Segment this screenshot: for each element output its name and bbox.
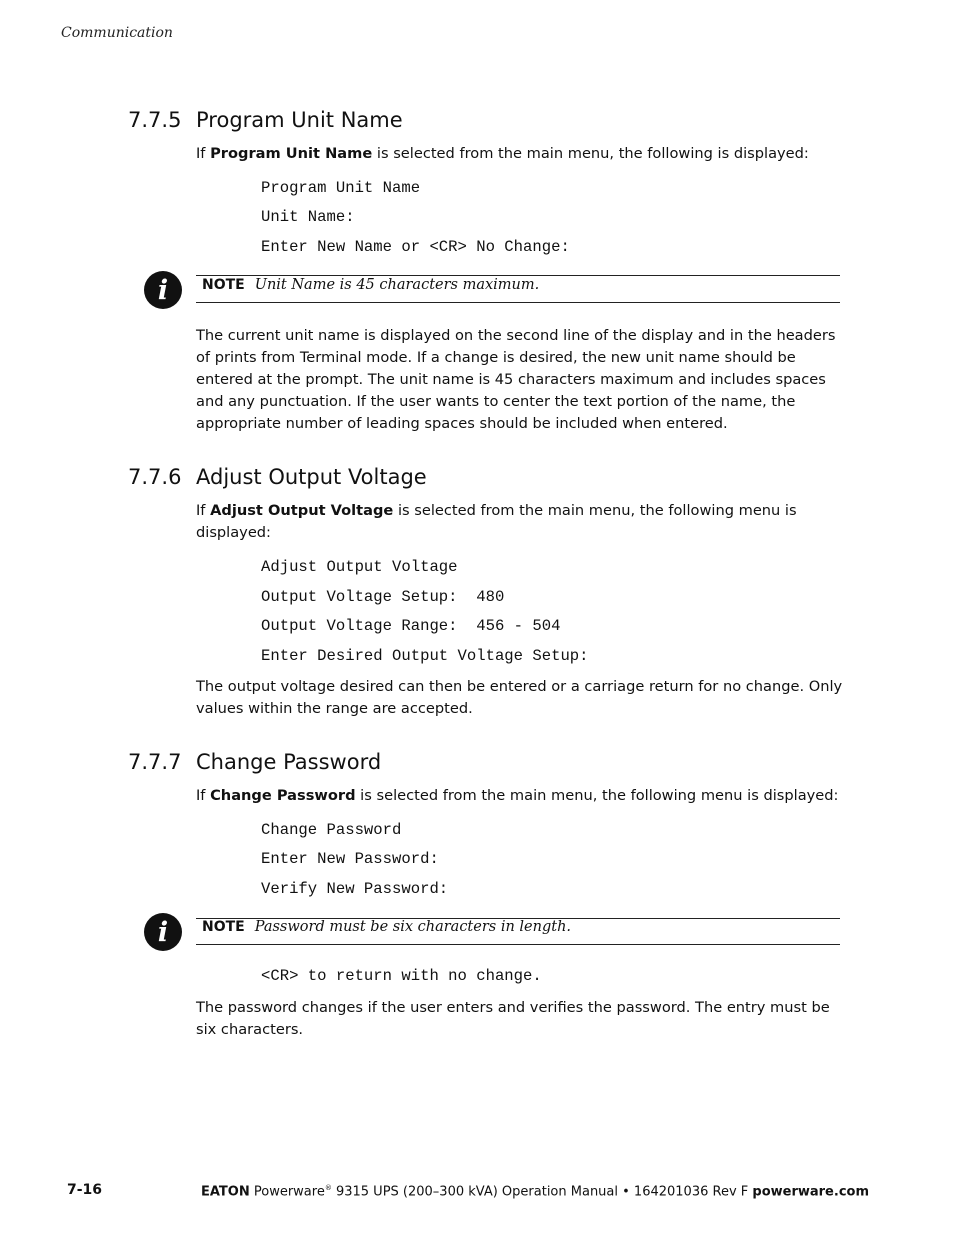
section-heading-7-7-6: [128, 465, 427, 489]
intro-paragraph-7-7-6: [196, 500, 846, 544]
body-paragraph-7-7-7: The password changes if the user enters and verifies the password. The entry must be six characters.: [196, 999, 830, 1038]
section-title: Change Password: [196, 750, 382, 774]
note-label: NOTE: [202, 277, 245, 293]
info-icon: i: [144, 913, 182, 951]
note-message: Password must be six characters in length.: [254, 919, 572, 935]
section-heading-7-7-5: [128, 108, 403, 132]
note-rule-bottom: [196, 302, 840, 303]
running-head: Communication: [61, 25, 173, 41]
code-line: Enter New Password:: [261, 850, 439, 868]
note-message: Unit Name is 45 characters maximum.: [254, 277, 540, 293]
intro-text: If: [196, 787, 211, 804]
footer-manual: 9315 UPS (200–300 kVA) Operation Manual • 164201036 Rev F: [331, 1184, 753, 1200]
section-number: 7.7.5: [128, 108, 182, 132]
intro-text: If: [196, 145, 211, 162]
code-line: Verify New Password:: [261, 880, 449, 898]
intro-text: is selected from the main menu, the following is displayed:: [372, 145, 809, 162]
registered-mark: ®: [324, 1184, 332, 1192]
code-line: Output Voltage Range: 456 - 504: [261, 617, 561, 635]
info-icon: i: [144, 271, 182, 309]
footer-url: powerware.com: [752, 1184, 869, 1200]
code-line: Enter Desired Output Voltage Setup:: [261, 647, 589, 665]
code-line: Adjust Output Voltage: [261, 558, 458, 576]
code-line: <CR> to return with no change.: [261, 967, 542, 985]
note-rule-top: [196, 275, 840, 276]
section-title: Program Unit Name: [196, 108, 403, 132]
intro-text: is selected from the main menu, the following menu is displayed:: [196, 502, 797, 541]
section-number: 7.7.6: [128, 465, 182, 489]
code-line: Change Password: [261, 821, 402, 839]
note-7-7-5: [202, 277, 539, 293]
code-line: Enter New Name or <CR> No Change:: [261, 238, 570, 256]
body-paragraph-7-7-5: The current unit name is displayed on the second line of the display and in the headers of prints from Terminal mode. If a change is desired, the new unit name should be entered at the prompt. The unit name is 45 characters maximum and includes spaces and any punctuation. If the user wants to center the text portion of the name, the appropriate number of leading spaces should be included when entered.: [196, 327, 836, 432]
intro-paragraph-7-7-7: [196, 785, 846, 807]
code-line: Unit Name:: [261, 208, 355, 226]
section-heading-7-7-7: [128, 750, 381, 774]
body-paragraph-7-7-6: The output voltage desired can then be entered or a carriage return for no change. Only values within the range are accepted.: [196, 678, 843, 717]
code-line: Program Unit Name: [261, 179, 421, 197]
intro-bold: Change Password: [210, 787, 356, 804]
footer-product: Powerware: [253, 1184, 325, 1200]
intro-bold: Program Unit Name: [210, 145, 373, 162]
intro-text: If: [196, 502, 211, 519]
section-title: Adjust Output Voltage: [196, 465, 427, 489]
footer-line: [201, 1184, 869, 1199]
note-label: NOTE: [202, 919, 245, 935]
note-7-7-7: [202, 919, 571, 935]
intro-paragraph-7-7-5: [196, 143, 846, 165]
intro-bold: Adjust Output Voltage: [210, 502, 394, 519]
page-number: 7-16: [67, 1182, 103, 1198]
footer-brand: EATON: [200, 1184, 250, 1200]
section-number: 7.7.7: [128, 750, 182, 774]
note-rule-bottom: [196, 944, 840, 945]
intro-text: is selected from the main menu, the following menu is displayed:: [355, 787, 839, 804]
code-line: Output Voltage Setup: 480: [261, 588, 505, 606]
